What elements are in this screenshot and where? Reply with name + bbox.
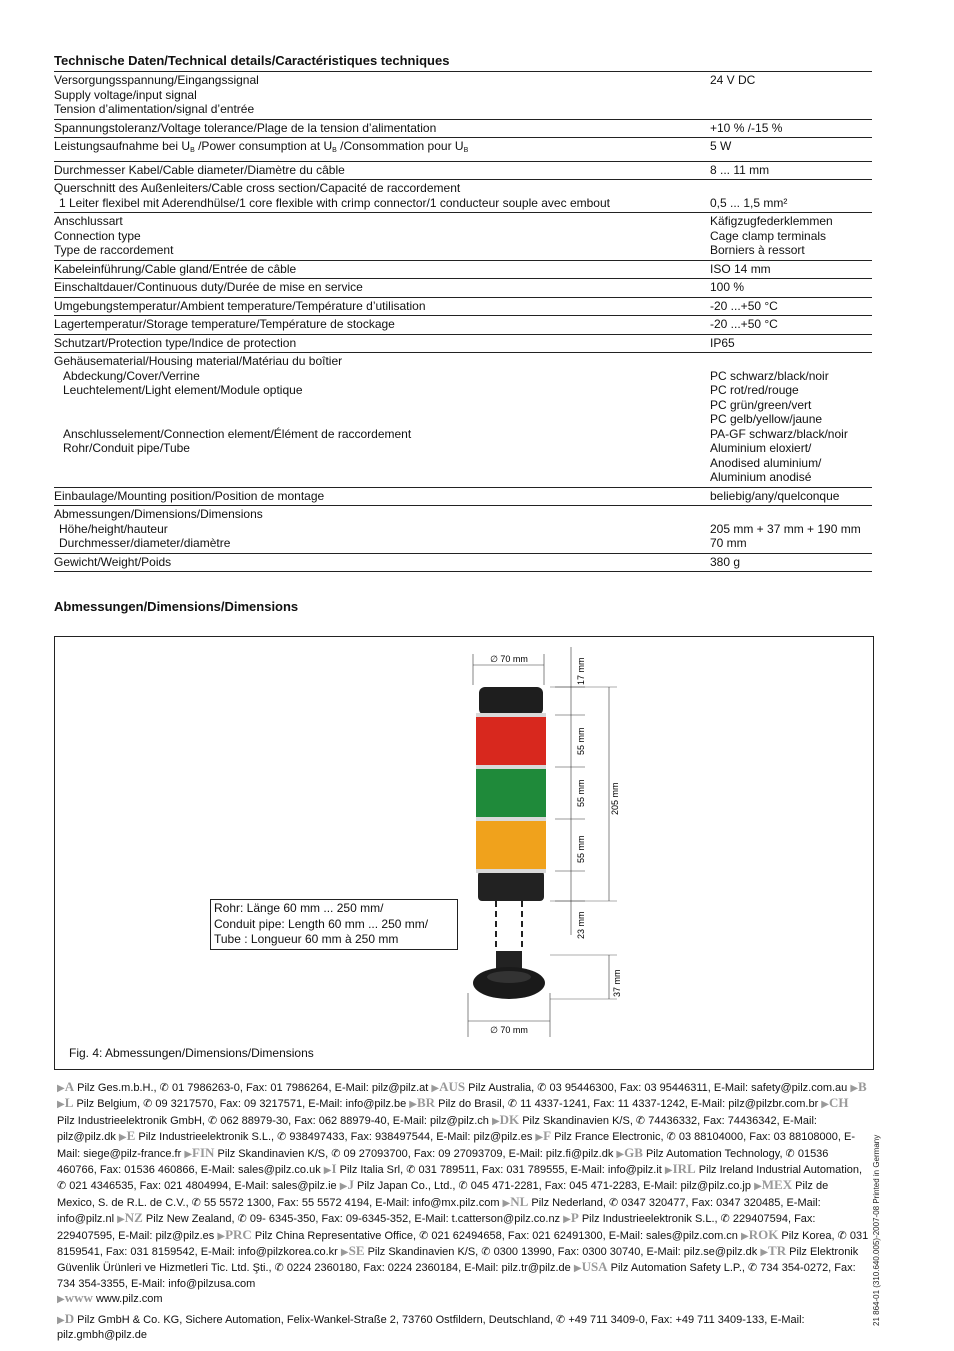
spec-row-mounting <box>54 488 872 507</box>
spec-value: PC schwarz/black/noir <box>710 368 829 383</box>
spec-value: 205 mm + 37 mm + 190 mm <box>710 521 861 536</box>
spec-row-storage <box>54 316 872 335</box>
spec-label: Versorgungsspannung/Eingangssignal <box>54 73 259 87</box>
contact-entry: Pilz Italia Srl, ✆ 031 789511, Fax: 031 789555, E-Mail: info@pilz.it <box>339 1164 662 1177</box>
contact-entry: Pilz Japan Co., Ltd., ✆ 045 471-2281, Fax: 045 471-2283, E-Mail: pilz@pilz.co.jp <box>357 1180 751 1193</box>
triangle-icon: ▶ <box>184 1148 193 1160</box>
country-code: MEX <box>761 1177 793 1193</box>
spec-value: Anodised aluminium/ <box>710 455 822 470</box>
country-code: NL <box>510 1193 529 1209</box>
spec-value: beliebig/any/quelconque <box>710 488 840 503</box>
spec-value: Cage clamp terminals <box>710 228 827 243</box>
tower-red-element <box>476 715 546 767</box>
country-code: ROK <box>748 1226 779 1242</box>
spec-value: Borniers à ressort <box>710 243 805 257</box>
contact-entry: Pilz Skandinavien K/S, ✆ 0300 13990, Fax: 0300 30740, E-Mail: pilz.se@pilz.dk <box>367 1246 758 1259</box>
spec-label: Durchmesser Kabel/Cable diameter/Diamètre du câble <box>54 162 345 177</box>
spec-label: Connection type <box>54 228 141 243</box>
country-code: IRL <box>672 1161 696 1177</box>
country-code: F <box>543 1128 552 1144</box>
contact-entry: Pilz do Brasil, ✆ 11 4337-1241, Fax: 11 4337-1242, E-Mail: pilz@pilzbr.com.br <box>438 1098 819 1111</box>
spec-row-power <box>54 138 872 162</box>
contact-entry: Pilz Automation Technology, ✆ 01536 460766, Fax: 01536 460866, E-Mail: sales@pilz.co.uk <box>57 1147 829 1177</box>
spec-value: PC grün/green/vert <box>710 397 812 412</box>
triangle-icon: ▶ <box>323 1165 332 1177</box>
spec-label: Type de raccordement <box>54 243 174 257</box>
spec-value: Aluminium eloxiert/ <box>710 441 812 455</box>
contact-entry: Pilz Australia, ✆ 03 95446300, Fax: 03 95446311, E-Mail: safety@pilz.com.au <box>468 1082 848 1094</box>
country-code: CH <box>829 1095 849 1111</box>
spec-label: Spannungstoleranz/Voltage tolerance/Plage de la tension d’alimentation <box>54 120 437 135</box>
triangle-icon: ▶ <box>409 1099 417 1111</box>
spec-row-cable-diameter <box>54 162 872 181</box>
spec-label: Querschnitt des Außenleiters/Cable cross section/Capacité de raccordement <box>54 181 461 195</box>
spec-value: 100 % <box>710 280 745 294</box>
triangle-icon: ▶ <box>754 1181 762 1193</box>
triangle-icon: ▶ <box>118 1132 127 1144</box>
country-code: E <box>126 1128 136 1144</box>
spec-label: Schutzart/Protection type/Indice de protection <box>54 335 297 350</box>
spec-value: 380 g <box>710 554 741 569</box>
contact-entry: Pilz New Zealand, ✆ 09- 6345-350, Fax: 09-6345-352, E-Mail: t.catterson@pilz.co.nz <box>145 1213 561 1226</box>
triangle-icon: ▶ <box>57 1294 65 1306</box>
spec-row-weight <box>54 554 872 573</box>
spec-value: +10 % /-15 % <box>710 120 783 135</box>
country-code: GB <box>624 1144 643 1160</box>
spec-label: Tension d’alimentation/signal d’entrée <box>54 102 255 116</box>
dim-55-green: 55 mm <box>576 779 586 807</box>
triangle-icon: ▶ <box>535 1132 544 1144</box>
triangle-icon: ▶ <box>502 1197 511 1209</box>
contact-entry: Pilz Industrieelektronik GmbH, ✆ 062 88979-30, Fax: 062 88979-40, E-Mail: pilz@pilz.ch <box>57 1114 489 1127</box>
triangle-icon: ▶ <box>760 1247 769 1259</box>
triangle-icon: ▶ <box>664 1165 673 1177</box>
website-line <box>57 1291 869 1307</box>
contact-entry: Pilz GmbH & Co. KG, Sichere Automation, Felix-Wankel-Straße 2, 73760 Ostfildern, Deutschland, ✆ +49 711 3409-0, Fax: +49 711 3409-133, E-Mail: pilz.gmbh@pilz.de <box>57 1313 805 1342</box>
country-code: I <box>331 1161 337 1177</box>
contact-entry: Pilz Ges.m.b.H., ✆ 01 7986263-0, Fax: 01 7986264, E-Mail: pilz@pilz.at <box>77 1082 429 1094</box>
headquarters-line <box>57 1312 869 1343</box>
triangle-icon: ▶ <box>57 1314 65 1326</box>
contact-directory <box>57 1080 869 1343</box>
country-code: J <box>347 1177 354 1193</box>
spec-row-ambient <box>54 298 872 317</box>
spec-row-connection <box>54 213 872 261</box>
dim-205: 205 mm <box>610 782 620 815</box>
triangle-icon: ▶ <box>563 1214 571 1226</box>
contact-entry: Pilz Elektronik Güvenlik Ürünleri ve Hizmetleri Tic. Ltd. Şti., ✆ 0224 2360180, Fax: 0224 2360184, E-Mail: pilz.tr@pilz.de <box>57 1246 859 1275</box>
contact-entry: Pilz Industrieelektronik S.L., ✆ 938497433, Fax: 938497544, E-Mail: pilz@pilz.es <box>138 1131 533 1144</box>
conduit-note <box>210 899 458 950</box>
spec-label: 1 Leiter flexibel mit Aderendhülse/1 core flexible with crimp connector/1 conducteur souple avec embout <box>59 195 610 210</box>
spec-value: -20 ...+50 °C <box>710 317 778 331</box>
spec-table <box>54 71 872 572</box>
spec-value: PC gelb/yellow/jaune <box>710 412 823 426</box>
dimensions-heading: Abmessungen/Dimensions/Dimensions <box>54 599 299 614</box>
country-code: TR <box>768 1243 787 1259</box>
country-code: P <box>570 1210 579 1226</box>
figure-caption: Fig. 4: Abmessungen/Dimensions/Dimensions <box>69 1046 314 1060</box>
triangle-icon: ▶ <box>339 1181 348 1193</box>
spec-label: Abmessungen/Dimensions/Dimensions <box>54 507 263 521</box>
spec-value: ISO 14 mm <box>710 261 771 276</box>
triangle-icon: ▶ <box>616 1148 625 1160</box>
spec-row-dimensions <box>54 506 872 554</box>
spec-label: Gewicht/Weight/Poids <box>54 554 172 569</box>
dim-55-yellow: 55 mm <box>576 835 586 863</box>
country-code: DK <box>499 1111 520 1127</box>
website-link[interactable]: www.pilz.com <box>95 1293 163 1306</box>
country-code: L <box>64 1095 74 1111</box>
spec-label: Leuchtelement/Light element/Module optique <box>63 383 303 397</box>
country-code: PRC <box>225 1226 252 1242</box>
spec-label: Leistungsaufnahme bei $U_B$ /Power consumption at $U_B$ /Consommation pour $U_B$ <box>54 139 469 154</box>
spec-value: 8 ... 11 mm <box>710 162 770 177</box>
dim-bottom-diameter: ∅ 70 mm <box>490 1025 528 1035</box>
contact-entry: Pilz Skandinavien K/S, ✆ 74436332, Fax: 74436342, E-Mail: pilz@pilz.dk <box>57 1114 817 1144</box>
spec-row-cross-section <box>54 180 872 213</box>
country-code: AUS <box>439 1079 466 1094</box>
dim-17: 17 mm <box>576 657 586 685</box>
contact-entry: Pilz Skandinavien K/S, ✆ 09 27093700, Fax: 09 27093709, E-Mail: pilz.fi@pilz.dk <box>217 1147 614 1160</box>
spec-row-duty <box>54 279 872 298</box>
document-code: 21 864-01 (310.640.005)-2007-08 Printed in Germany <box>872 1134 881 1326</box>
triangle-icon: ▶ <box>340 1247 349 1259</box>
spec-label: Einschaltdauer/Continuous duty/Durée de mise en service <box>54 280 363 294</box>
contact-entry: Pilz France Electronic, ✆ 03 88104000, Fax: 03 88108000, E-Mail: siege@pilz-france.fr <box>57 1131 856 1160</box>
spec-row-protection <box>54 335 872 354</box>
spec-row-housing <box>54 353 872 488</box>
contact-entry: Pilz Nederland, ✆ 0347 320477, Fax: 0347 320485, E-Mail: info@pilz.nl <box>57 1196 821 1226</box>
dim-37: 37 mm <box>612 969 622 997</box>
country-code: B <box>858 1079 867 1094</box>
spec-label: Umgebungstemperatur/Ambient temperature/Température d’utilisation <box>54 298 426 313</box>
spec-row-supply <box>54 72 872 120</box>
spec-value: 5 W <box>710 139 732 153</box>
spec-label: Einbaulage/Mounting position/Position de montage <box>54 488 325 503</box>
triangle-icon: ▶ <box>850 1083 859 1094</box>
spec-value: -20 ...+50 °C <box>710 298 778 313</box>
spec-label: Lagertemperatur/Storage temperature/Température de stockage <box>54 317 395 331</box>
spec-label: Gehäusematerial/Housing material/Matériau du boîtier <box>54 354 343 368</box>
triangle-icon: ▶ <box>57 1083 65 1094</box>
conduit-note-line: Rohr: Länge 60 mm ... 250 mm/ <box>214 901 384 915</box>
technical-heading: Technische Daten/Technical details/Caractéristiques techniques <box>54 53 450 68</box>
signal-tower-drawing <box>55 637 873 1069</box>
contact-entry: Pilz Belgium, ✆ 09 3217570, Fax: 09 3217571, E-Mail: info@pilz.be <box>76 1098 407 1111</box>
tower-yellow-element <box>476 819 546 871</box>
spec-label: Anschlussart <box>54 214 123 228</box>
country-code: www <box>64 1290 93 1306</box>
triangle-icon: ▶ <box>117 1214 125 1226</box>
conduit-note-line: Tube : Longueur 60 mm à 250 mm <box>214 932 399 946</box>
country-code: A <box>64 1079 75 1094</box>
contact-entry: Pilz Korea, ✆ 031 8159541, Fax: 031 8159542, E-Mail: info@pilzkorea.co.kr <box>57 1229 869 1259</box>
spec-value: 0,5 ... 1,5 mm² <box>710 195 788 210</box>
spec-value: PA-GF schwarz/black/noir <box>710 426 848 441</box>
spec-row-gland <box>54 261 872 280</box>
dimensions-figure <box>54 636 874 1070</box>
country-code: BR <box>417 1095 436 1111</box>
contact-entry: Pilz China Representative Office, ✆ 021 62494658, Fax: 021 62491300, E-Mail: sales@pilz.com.cn <box>254 1229 738 1242</box>
spec-value: Aluminium anodisé <box>710 470 812 484</box>
spec-label: Kabeleinführung/Cable gland/Entrée de câble <box>54 261 297 276</box>
spec-label: Rohr/Conduit pipe/Tube <box>63 441 190 455</box>
spec-value: 70 mm <box>710 536 747 550</box>
spec-label: Anschlusselement/Connection element/Élément de raccordement <box>63 426 412 441</box>
triangle-icon: ▶ <box>217 1230 226 1242</box>
triangle-icon: ▶ <box>57 1099 65 1111</box>
country-code: NZ <box>124 1210 143 1226</box>
spec-label: Abdeckung/Cover/Verrine <box>63 368 200 383</box>
triangle-icon: ▶ <box>821 1099 829 1111</box>
contact-entry: Pilz Industrieelektronik S.L., ✆ 229407594, Fax: 229407595, E-Mail: pilz@pilz.es <box>57 1213 816 1242</box>
spec-value: IP65 <box>710 335 735 350</box>
triangle-icon: ▶ <box>431 1083 440 1094</box>
country-code: SE <box>348 1243 365 1259</box>
spec-value: Käfigzugfederklemmen <box>710 214 833 228</box>
spec-label: Höhe/height/hauteur <box>59 521 168 536</box>
tower-connection-element <box>478 871 544 901</box>
tower-cover <box>479 687 543 715</box>
country-code: USA <box>581 1259 608 1275</box>
contact-entry: Pilz de Mexico, S. de R.L. de C.V., ✆ 55 5572 1300, Fax: 55 5572 4194, E-Mail: info@mx.pilz.com <box>57 1180 829 1209</box>
conduit-note-line: Conduit pipe: Length 60 mm ... 250 mm/ <box>214 916 429 931</box>
tower-green-element <box>476 767 546 819</box>
dim-top-diameter: ∅ 70 mm <box>490 654 528 664</box>
contact-entry: Pilz Ireland Industrial Automation, ✆ 021 4346535, Fax: 021 4804994, E-Mail: sales@pilz.ie <box>57 1164 863 1193</box>
contact-entry: Pilz Automation Safety L.P., ✆ 734 354-0272, Fax: 734 354-3355, E-Mail: info@pilzusa.com <box>57 1262 856 1290</box>
spec-row-tolerance <box>54 120 872 139</box>
spec-value: PC rot/red/rouge <box>710 383 799 397</box>
spec-value: 24 V DC <box>710 73 756 87</box>
dim-55-red: 55 mm <box>576 727 586 755</box>
spec-label: Durchmesser/diameter/diamètre <box>59 536 231 550</box>
dim-23: 23 mm <box>576 911 586 939</box>
triangle-icon: ▶ <box>573 1263 582 1275</box>
triangle-icon: ▶ <box>740 1230 749 1242</box>
triangle-icon: ▶ <box>491 1115 500 1127</box>
spec-label: Supply voltage/input signal <box>54 87 197 102</box>
country-code: FIN <box>192 1144 215 1160</box>
country-code: D <box>64 1310 75 1326</box>
